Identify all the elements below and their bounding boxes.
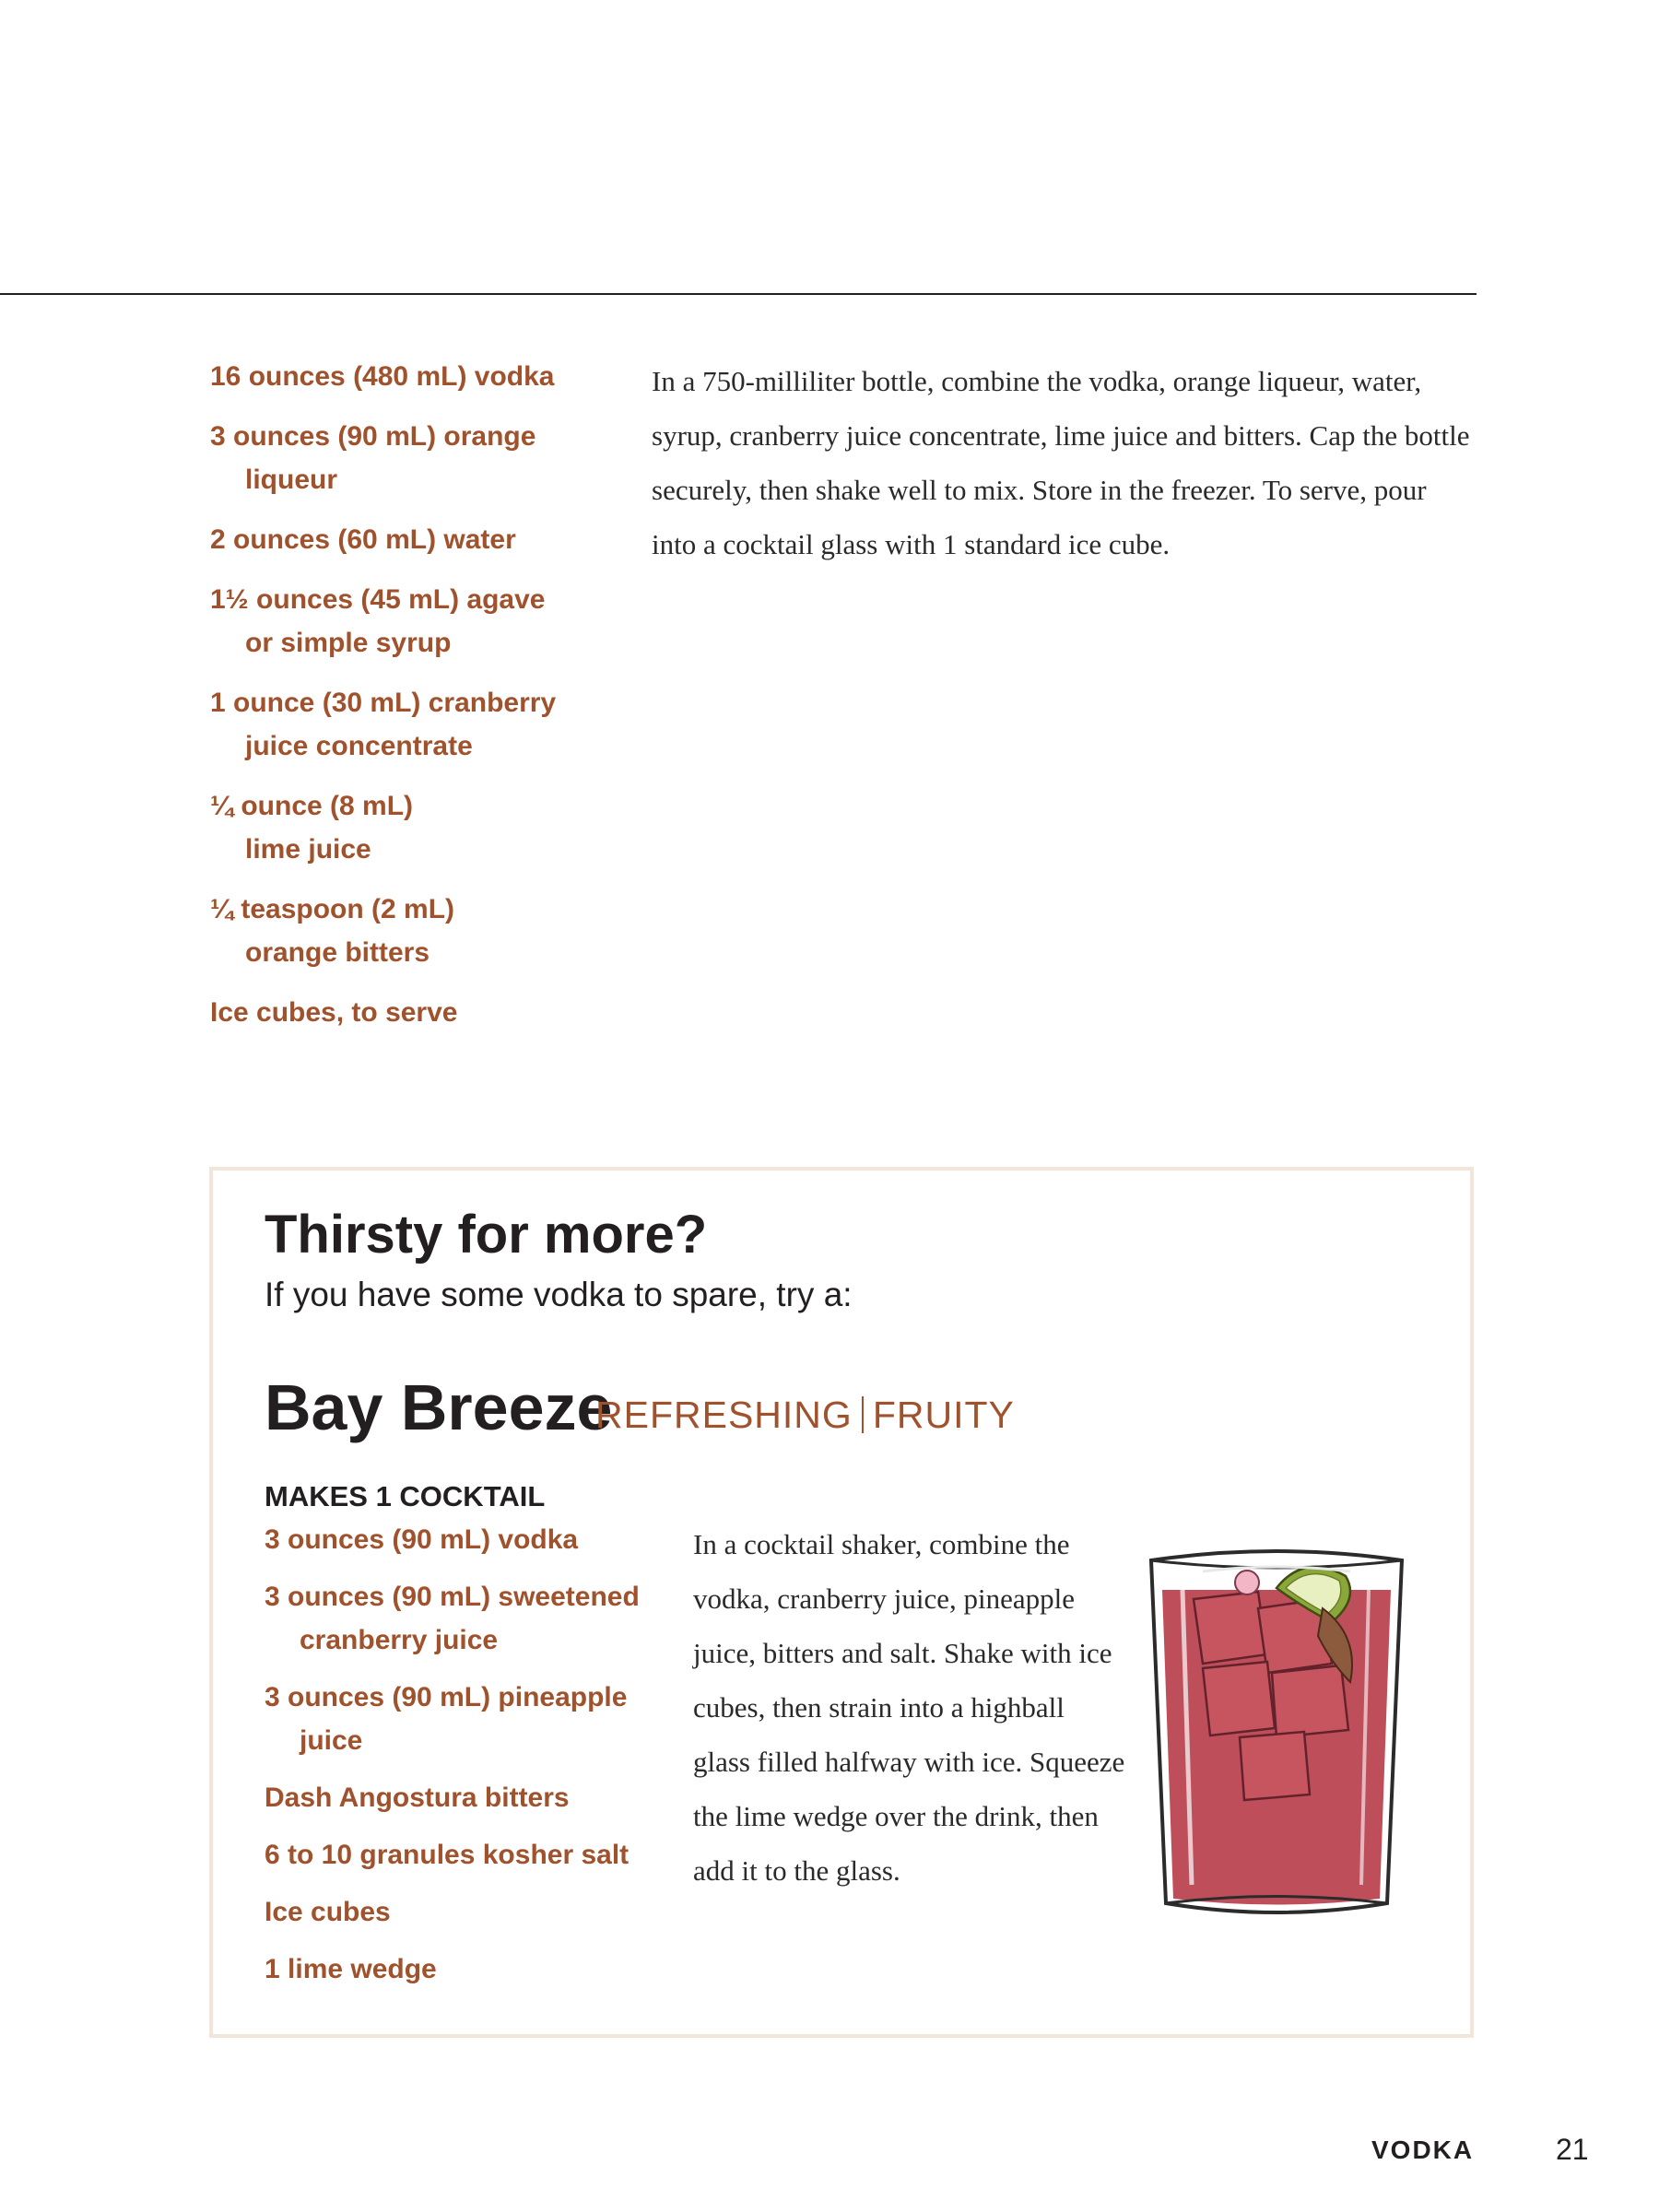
ingredient-item: 6 to 10 granules kosher salt (265, 1840, 629, 1870)
sidebar-method-paragraph: In a cocktail shaker, combine the vodka, cranberry juice, pineapple juice, bitters and salt. Shake with ice cubes, then strain into a highball glass filled halfway with ice. Squeeze the lime wedge over the drink, then add it to the glass. (693, 1528, 1125, 1887)
garnish-berry (1235, 1571, 1259, 1594)
tag-fruity: FRUITY (872, 1394, 1015, 1436)
section-label: VODKA (1371, 2136, 1475, 2164)
sidebar-subheading: If you have some vodka to spare, try a: (265, 1276, 853, 1313)
tag-divider (862, 1396, 864, 1433)
ingredient-list (210, 355, 606, 1051)
ingredient-item: 3 ounces (90 mL) sweetened cranberry juice (265, 1582, 640, 1655)
ingredient-item: ¼ teaspoon (2 mL) orange bitters (210, 894, 455, 968)
ingredient-item: 16 ounces (480 mL) vodka (210, 361, 555, 392)
page-number: 21 (1556, 2133, 1589, 2166)
ingredient-item: 1½ ounces (45 mL) agave or simple syrup (210, 584, 546, 658)
ice-cube (1203, 1662, 1275, 1735)
ingredient-item: ¼ ounce (8 mL) lime juice (210, 791, 414, 865)
method-paragraph: In a 750-milliliter bottle, combine the vodka, orange liqueur, water, syrup, cranberry juice concentrate, lime juice and bitters. Cap the bottle securely, then shake well to mix. Store in the freezer. To serve, pour into a cocktail glass with 1 standard ice cube. (652, 365, 1470, 560)
ingredient-item: 3 ounces (90 mL) pineapple juice (265, 1682, 628, 1756)
header-rule (0, 293, 1477, 295)
ingredient-item: 2 ounces (60 mL) water (210, 524, 516, 555)
ice-cube (1194, 1592, 1267, 1664)
sidebar-ingredient-list (265, 1518, 652, 2005)
ingredient-item: Dash Angostura bitters (265, 1783, 570, 1813)
ingredient-item: Ice cubes, to serve (210, 997, 458, 1028)
yield-label: MAKES 1 COCKTAIL (265, 1480, 546, 1512)
ingredient-item: 1 ounce (30 mL) cranberry juice concentrate (210, 688, 557, 761)
ingredient-item: 1 lime wedge (265, 1954, 437, 1984)
sidebar-heading: Thirsty for more? (265, 1205, 708, 1265)
tag-refreshing: REFRESHING (595, 1394, 853, 1436)
ice-cube (1240, 1732, 1310, 1800)
ingredient-item: 3 ounces (90 mL) orange liqueur (210, 421, 536, 495)
highball-glass-illustration (1138, 1535, 1415, 1922)
ingredient-item: 3 ounces (90 mL) vodka (265, 1524, 579, 1555)
recipe-tags (595, 1392, 1015, 1438)
ingredient-item: Ice cubes (265, 1897, 391, 1927)
ice-cube (1272, 1665, 1348, 1737)
recipe-title: Bay Breeze (265, 1371, 613, 1443)
